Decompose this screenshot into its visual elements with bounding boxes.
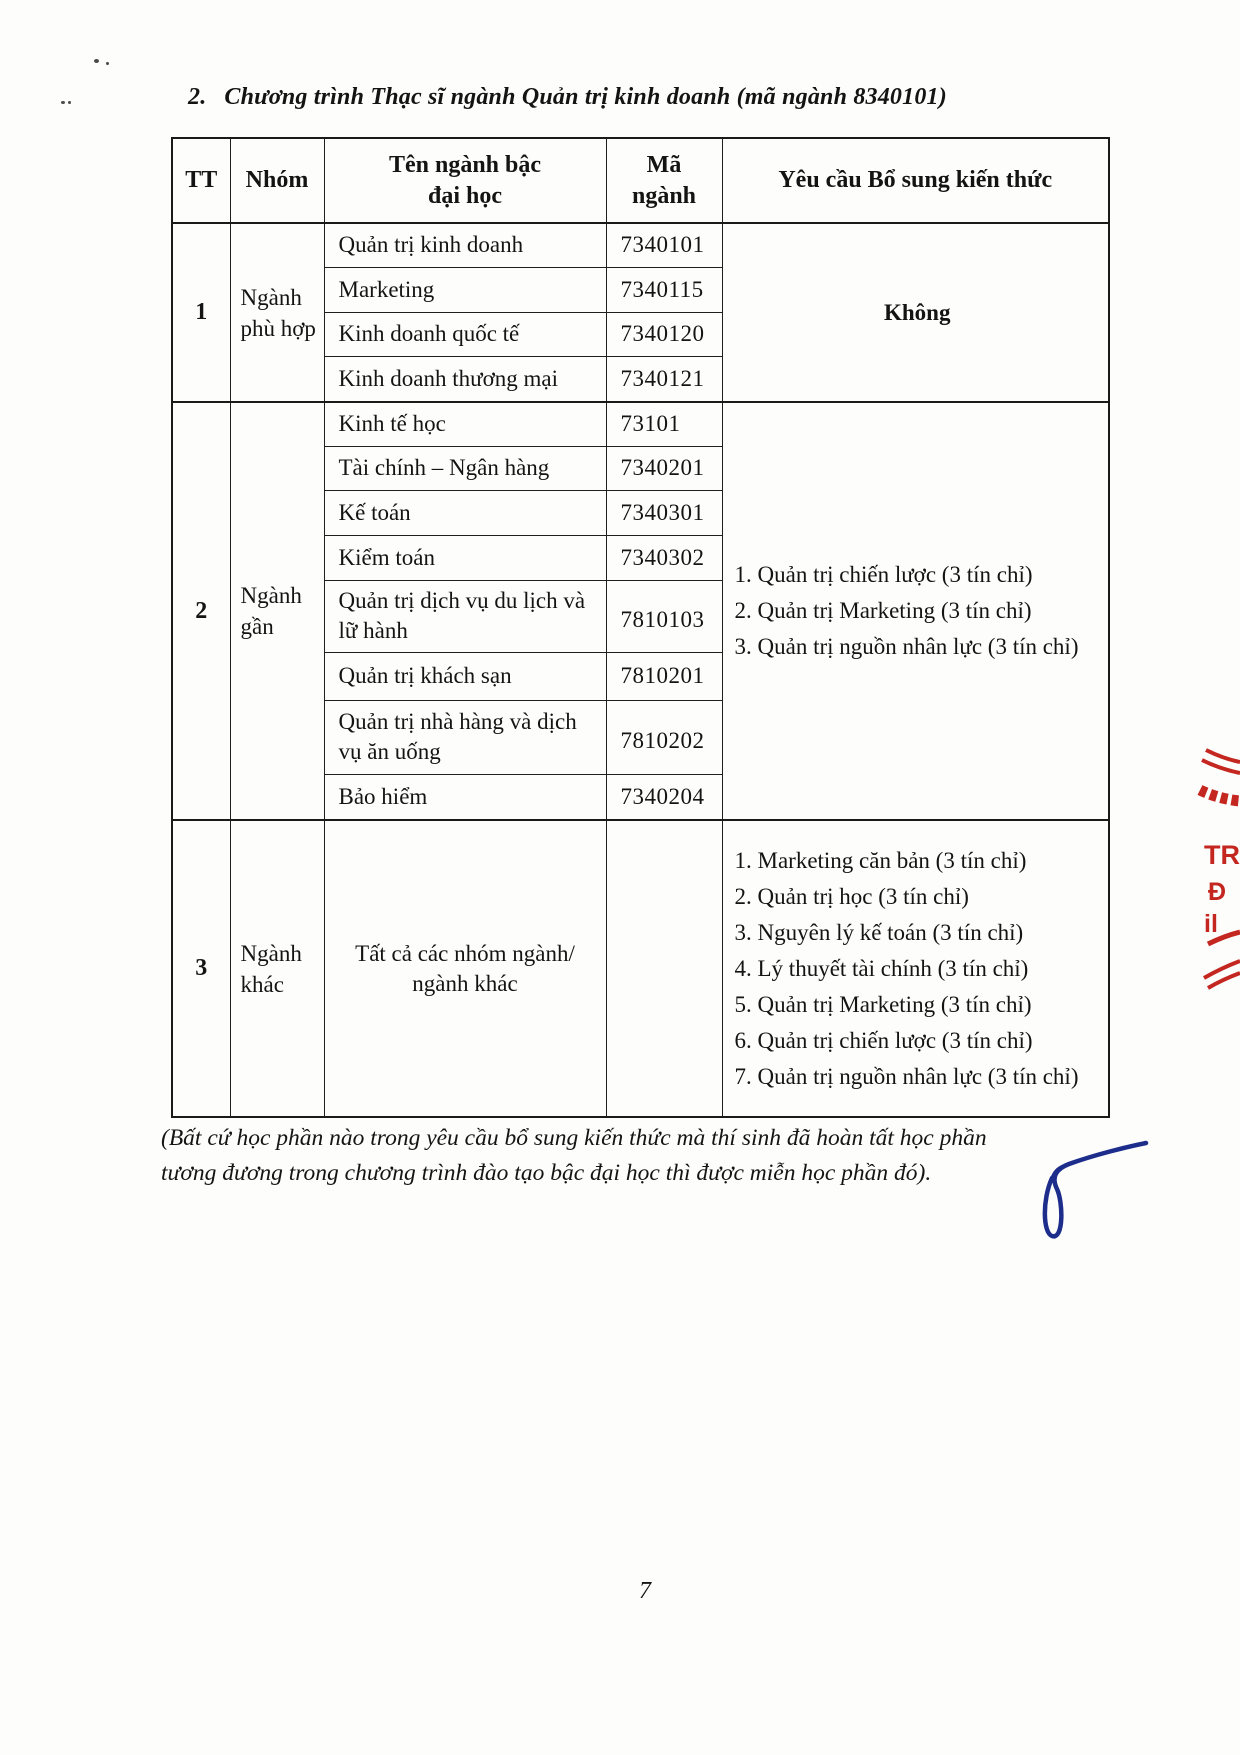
stamp-letter: TR <box>1204 840 1240 870</box>
requirement-item: 1. Marketing căn bản (3 tín chỉ) <box>734 847 1027 873</box>
major-code: 7810201 <box>606 652 722 700</box>
major-code: 7340120 <box>606 312 722 356</box>
scan-speck <box>94 59 99 63</box>
stamp-letter: Đ <box>1208 878 1227 906</box>
major-code: 7340101 <box>606 223 722 267</box>
footnote-line: tương đương trong chương trình đào tạo bậc đại học thì được miễn học phần đó). <box>161 1160 932 1186</box>
group-name: Ngành khác <box>230 820 324 1117</box>
stamp-letter: il <box>1204 910 1218 938</box>
table-header-row <box>172 138 1109 223</box>
col-header-tt <box>172 138 230 223</box>
major-name: Kinh doanh quốc tế <box>324 312 606 356</box>
requirement-cell <box>722 402 1109 820</box>
group-name: Ngành phù hợp <box>230 223 324 402</box>
pen-signature-mark <box>1032 1138 1154 1250</box>
requirement-item: 1. Quản trị chiến lược (3 tín chỉ) <box>734 562 1033 587</box>
header-label: TT <box>185 167 218 193</box>
requirement-item: 5. Quản trị Marketing (3 tín chỉ) <box>734 991 1032 1017</box>
major-code: 7340115 <box>606 267 722 312</box>
major-code: 7340201 <box>606 446 722 490</box>
major-name: Kinh doanh thương mại <box>324 356 606 402</box>
major-name: Kinh tế học <box>324 402 606 446</box>
major-code: 7340301 <box>606 490 722 535</box>
header-label: Nhóm <box>245 167 309 193</box>
major-name: Bảo hiểm <box>324 774 606 820</box>
header-label: ngành <box>631 182 697 209</box>
major-code <box>606 820 722 1117</box>
major-name: Quản trị khách sạn <box>324 652 606 700</box>
scan-speck <box>61 101 65 104</box>
major-name: Tài chính – Ngân hàng <box>324 446 606 490</box>
requirement-cell <box>722 820 1109 1117</box>
col-header-ma-nganh <box>606 138 722 223</box>
section-title <box>188 84 947 111</box>
requirement-item: 6. Quản trị chiến lược (3 tín chỉ) <box>734 1027 1033 1053</box>
group-number: 1 <box>172 223 230 402</box>
table-row <box>172 223 1109 267</box>
major-code: 7340204 <box>606 774 722 820</box>
header-label: đại học <box>427 182 502 209</box>
major-name: Quản trị nhà hàng và dịch vụ ăn uống <box>324 700 606 774</box>
major-name: Tất cả các nhóm ngành/ ngành khác <box>324 820 606 1117</box>
footnote <box>161 1121 987 1191</box>
major-code: 7810103 <box>606 580 722 652</box>
requirement-item: 3. Quản trị nguồn nhân lực (3 tín chỉ) <box>734 634 1079 659</box>
page-number: 7 <box>639 1578 651 1604</box>
requirement-item: 7. Quản trị nguồn nhân lực (3 tín chỉ) <box>734 1063 1079 1089</box>
header-label: Mã <box>646 151 682 178</box>
stamp-strokes <box>1178 738 1240 1006</box>
equivalence-table <box>171 137 1110 1118</box>
scan-speck <box>106 62 109 65</box>
section-number: 2. <box>188 84 207 110</box>
footnote-line: (Bất cứ học phần nào trong yêu cầu bổ sung kiến thức mà thí sinh đã hoàn tất học phần <box>161 1125 987 1151</box>
header-label: Tên ngành bậc <box>388 151 542 178</box>
table-row <box>172 820 1109 1117</box>
major-code: 7810202 <box>606 700 722 774</box>
requirement-item: 2. Quản trị Marketing (3 tín chỉ) <box>734 598 1032 623</box>
major-name: Quản trị kinh doanh <box>324 223 606 267</box>
col-header-yeu-cau <box>722 138 1109 223</box>
group-number: 3 <box>172 820 230 1117</box>
major-code: 73101 <box>606 402 722 446</box>
section-title-text: Chương trình Thạc sĩ ngành Quản trị kinh doanh (mã ngành 8340101) <box>224 84 947 110</box>
requirement-item: 4. Lý thuyết tài chính (3 tín chỉ) <box>734 955 1029 981</box>
col-header-ten-nganh <box>324 138 606 223</box>
group-number: 2 <box>172 402 230 820</box>
header-label: Yêu cầu Bổ sung kiến thức <box>778 167 1053 193</box>
requirement-cell: Không <box>722 223 1109 402</box>
requirement-item: 3. Nguyên lý kế toán (3 tín chỉ) <box>734 919 1024 945</box>
stamp-fragment <box>1178 738 1240 1006</box>
major-name: Quản trị dịch vụ du lịch và lữ hành <box>324 580 606 652</box>
col-header-nhom <box>230 138 324 223</box>
requirement-item: 2. Quản trị học (3 tín chỉ) <box>734 883 969 909</box>
major-code: 7340121 <box>606 356 722 402</box>
major-name: Marketing <box>324 267 606 312</box>
major-code: 7340302 <box>606 535 722 580</box>
major-name: Kế toán <box>324 490 606 535</box>
major-name: Kiểm toán <box>324 535 606 580</box>
scan-speck <box>68 101 71 104</box>
table-row <box>172 402 1109 446</box>
group-name: Ngành gần <box>230 402 324 820</box>
